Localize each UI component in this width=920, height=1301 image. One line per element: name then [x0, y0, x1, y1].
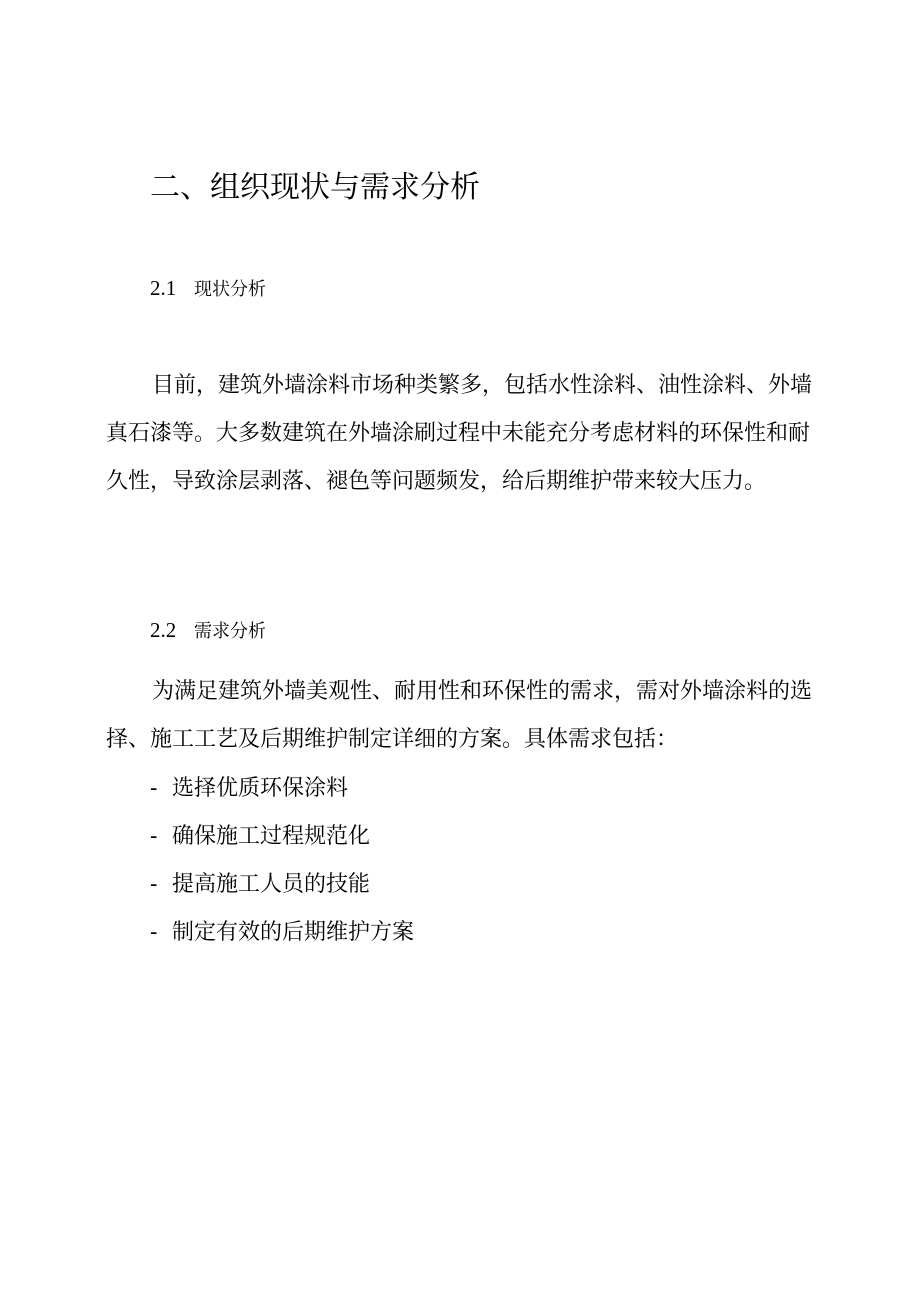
subsection-number: 2.1: [150, 276, 177, 300]
list-marker: -: [150, 920, 158, 945]
list-marker: -: [150, 776, 158, 801]
list-marker: -: [150, 824, 158, 849]
list-item: - 选择优质环保涂料: [150, 765, 414, 813]
list-item: - 确保施工过程规范化: [150, 813, 414, 861]
subsection-heading-requirements: [150, 618, 266, 644]
subsection-title: 现状分析: [194, 279, 266, 300]
list-item: - 制定有效的后期维护方案: [150, 909, 414, 957]
subsection-title: 需求分析: [194, 621, 266, 642]
requirements-paragraph: 为满足建筑外墙美观性、耐用性和环保性的需求，需对外墙涂料的选择、施工工艺及后期维护制定详细的方案。具体需求包括：: [106, 679, 813, 752]
list-item: - 提高施工人员的技能: [150, 861, 414, 909]
requirements-list: [150, 765, 414, 957]
list-marker: -: [150, 872, 158, 897]
subsection-number: 2.2: [150, 618, 177, 642]
section-heading: 二、组织现状与需求分析: [150, 170, 480, 205]
subsection-heading-status: [150, 276, 266, 302]
status-analysis-paragraph: 目前，建筑外墙涂料市场种类繁多，包括水性涂料、油性涂料、外墙真石漆等。大多数建筑在外墙涂刷过程中未能充分考虑材料的环保性和耐久性，导致涂层剥落、褪色等问题频发，给后期维护带来较大压力。: [106, 373, 813, 494]
